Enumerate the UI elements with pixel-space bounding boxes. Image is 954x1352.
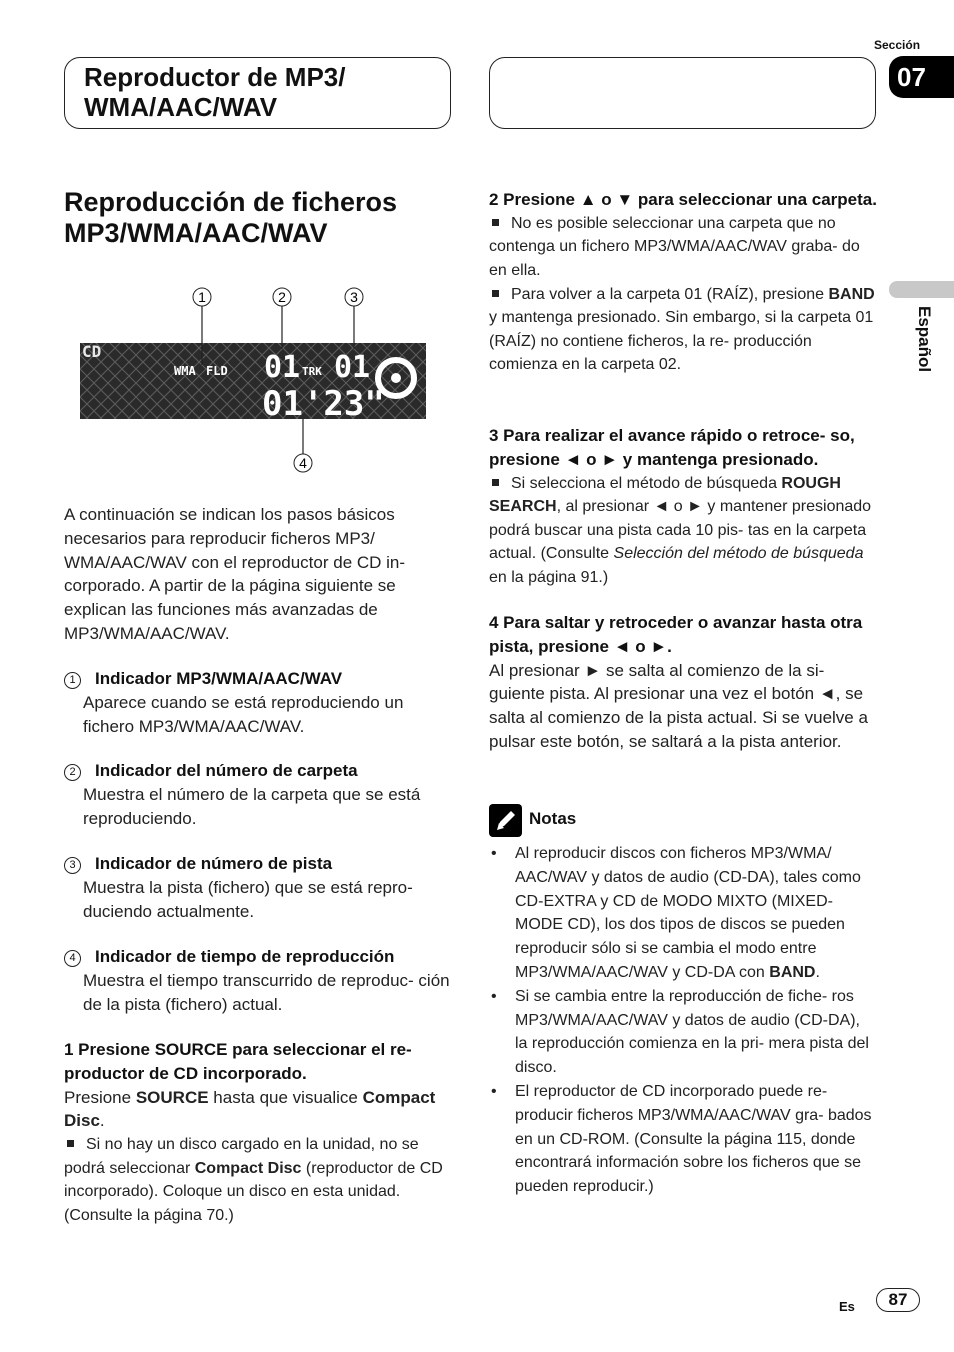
lcd-fld-indicator: FLD [206, 364, 228, 378]
item-1 [64, 667, 454, 738]
footer-lang: Es [839, 1299, 855, 1314]
lcd-folder-number: 01 [264, 350, 301, 385]
item-2 [64, 759, 454, 830]
notes-pencil-icon [489, 804, 522, 837]
bullet-square-icon [492, 290, 499, 297]
note-1: • Al reproducir discos con ficheros MP3/WMA/ AAC/WAV y datos de audio (CD-DA), tales como CD-EXTRA y CD de MODO MIXTO (MIXED-MODE CD), los dos tipos de discos se pueden reproducir sólo si se cambia el modo entre MP3/WMA/AAC/WAV y CD-DA con BAND. [491, 845, 861, 981]
display-svg [80, 285, 430, 475]
bullet-square-icon [67, 1140, 74, 1147]
intro-paragraph: A continuación se indican los pasos básicos necesarios para reproducir ficheros MP3/ WMA/AAC/WAV con el reproductor de CD in- corporado. A partir de la página siguiente se explican las funciones más avanzadas de MP3/WMA/AAC/WAV. [64, 505, 406, 643]
lcd-cd-label: CD [82, 342, 102, 361]
notes-header [489, 804, 789, 838]
notes-list [489, 842, 875, 1199]
callout-4-label: 4 [299, 455, 307, 471]
item-4-body: Muestra el tiempo transcurrido de reproduc- ción de la pista (fichero) actual. [83, 970, 450, 1014]
step-1 [64, 1038, 452, 1228]
callout-1-badge: 1 [64, 672, 81, 689]
item-3-body: Muestra la pista (fichero) que se está repro- duciendo actualmente. [83, 877, 413, 921]
lcd-wma-indicator: WMA [174, 364, 196, 378]
step-2-note-1: No es posible seleccionar una carpeta que no contenga un fichero MP3/WMA/AAC/WAV graba- do en ella. [489, 214, 860, 279]
item-2-body: Muestra el número de la carpeta que se está reproduciendo. [83, 784, 421, 828]
item-1-body: Aparece cuando se está reproduciendo un fichero MP3/WMA/AAC/WAV. [83, 692, 404, 736]
step-2-note-2: Para volver a la carpeta 01 (RAÍZ), presione BAND y mantenga presionado. Sin embargo, si la carpeta 01 (RAÍZ) no contiene ficheros, la re- producción comienza en la carpeta 02. [489, 285, 875, 374]
bullet-square-icon [492, 219, 499, 226]
page-number: 87 [888, 1290, 908, 1309]
step-2-title: 2 Presione ▲ o ▼ para seleccionar una carpeta. [489, 190, 877, 209]
lcd-play-time: 01'23" [262, 384, 385, 424]
callout-2-badge: 2 [64, 764, 81, 781]
callout-4-badge: 4 [64, 950, 81, 967]
step-3-note: Si selecciona el método de búsqueda ROUGH SEARCH, al presionar ◄ o ► y mantener presionado podrá buscar una pista cada 10 pis- tas en la carpeta actual. (Consulte Selección del método de búsqueda en la página 91.) [489, 474, 872, 586]
callout-3-label: 3 [350, 289, 358, 305]
step-2 [489, 188, 877, 377]
note-2: • Si se cambia entre la reproducción de fiche- ros MP3/WMA/AAC/WAV y datos de audio (CD-DA), la reproducción comienza en la pri- mera pista del disco. [491, 987, 869, 1077]
item-3 [64, 852, 454, 923]
step-4-body: Al presionar ► se salta al comienzo de la si- guiente pista. Al presionar una vez el botón ◄, se salta al comienzo de la pista actual. Si se vuelve a pulsar este botón, se saltará a la pista anterior. [489, 660, 868, 751]
step-4 [489, 611, 879, 754]
language-tab [889, 281, 954, 298]
header-empty-box [489, 57, 876, 129]
notes-title: Notas [529, 809, 577, 828]
chapter-title: Reproductor de MP3/ WMA/AAC/WAV [84, 62, 346, 122]
step-1-body: Presione SOURCE hasta que visualice Compact Disc. [64, 1087, 436, 1131]
callout-2-label: 2 [278, 289, 286, 305]
section-number: 07 [897, 62, 926, 92]
display-illustration [80, 285, 430, 475]
item-4 [64, 945, 454, 1016]
note-3: • El reproductor de CD incorporado puede re- producir ficheros MP3/WMA/AAC/WAV gra- bados en un CD-ROM. (Consulte la página 115, donde encontrará información sobre los ficheros que se pueden reproducir.) [491, 1082, 872, 1196]
lcd-trk-indicator: TRK [302, 365, 322, 378]
step-3-title: 3 Para realizar el avance rápido o retroce- so, presione ◄ o ► y mantenga presionado. [489, 426, 855, 469]
bullet-square-icon [492, 479, 499, 486]
lcd-track-number: 01 [334, 350, 371, 385]
step-1-title: 1 Presione SOURCE para seleccionar el re- productor de CD incorporado. [64, 1040, 412, 1083]
step-3 [489, 424, 881, 590]
step-1-note: Si no hay un disco cargado en la unidad, no se podrá seleccionar Compact Disc (reproductor de CD incorporado). Coloque un disco en esta unidad. (Consulte la página 70.) [64, 1136, 443, 1224]
item-1-title: Indicador MP3/WMA/AAC/WAV [95, 669, 343, 688]
language-side-label: Español [915, 306, 934, 373]
item-3-title: Indicador de número de pista [95, 854, 333, 873]
section-label: Sección [874, 38, 921, 52]
callout-1-label: 1 [198, 289, 206, 305]
main-title: Reproducción de ficheros MP3/WMA/AAC/WAV [64, 187, 398, 248]
callout-3-badge: 3 [64, 857, 81, 874]
item-4-title: Indicador de tiempo de reproducción [95, 947, 395, 966]
item-2-title: Indicador del número de carpeta [95, 761, 358, 780]
step-4-title: 4 Para saltar y retroceder o avanzar hasta otra pista, presione ◄ o ►. [489, 613, 863, 656]
